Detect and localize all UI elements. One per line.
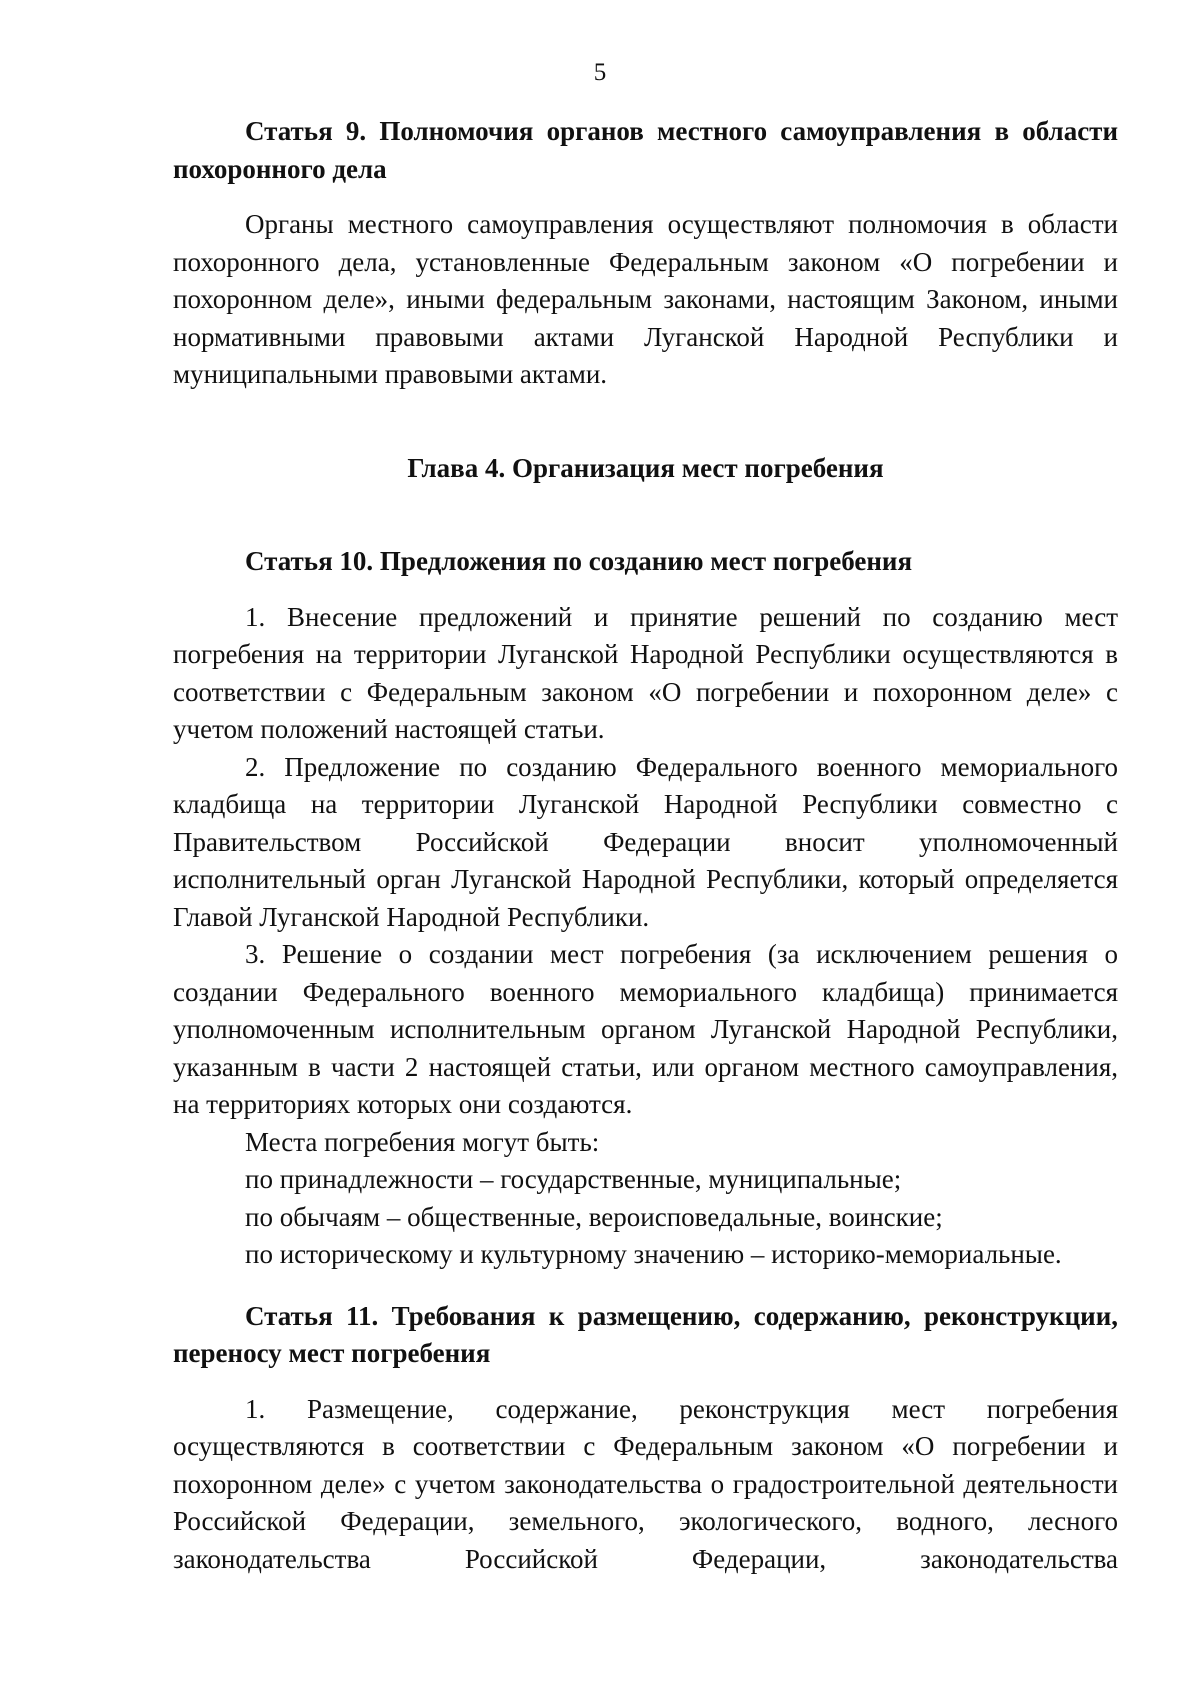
article-9-text: Органы местного самоуправления осуществляют полномочия в области похоронного дела, установленные Федеральным законом «О погребении и похоронном деле», иными федеральным законами, настоящим Законом, иными нормативными правовыми актами Луганской Народной Республики и муниципальными правовыми актами. — [173, 209, 1118, 389]
article-11-paragraph-1: 1. Размещение, содержание, реконструкция мест погребения осуществляются в соответствии с Федеральным законом «О погребении и похоронном деле» с учетом законодательства о градостроительной деятельности Российской Федерации, земельного, экологического, водного, лесного законодательства Российской Федерации, законодательства — [173, 1393, 1118, 1574]
article-9-heading: Статья 9. Полномочия органов местного самоуправления в области похоронного дела — [173, 116, 1118, 184]
page-number: 5 — [593, 59, 607, 86]
article-10-paragraph-1: 1. Внесение предложений и принятие решений по созданию мест погребения на территории Луганской Народной Республики осуществляются в соответствии с Федеральным законом «О погребении и похоронном деле» с учетом положений настоящей статьи. — [173, 601, 1118, 744]
burial-type-ownership: по принадлежности – государственные, муниципальные; — [245, 1164, 902, 1194]
chapter-4-heading: Глава 4. Организация мест погребения — [407, 452, 884, 483]
article-11-heading: Статья 11. Требования к размещению, содержанию, реконструкции, переносу мест погребения — [173, 1300, 1118, 1368]
article-10-paragraph-3: 3. Решение о создании мест погребения (за исключением решения о создании Федерального военного мемориального кладбища) принимается уполномоченным исполнительным органом Луганской Народной Республики, указанным в части 2 настоящей статьи, или органом местного самоуправления, на территориях которых они создаются. — [173, 939, 1118, 1119]
burial-type-historical: по историческому и культурному значению – историко-мемориальные. — [245, 1239, 1062, 1269]
burial-type-customs: по обычаям – общественные, вероисповедальные, воинские; — [245, 1201, 943, 1232]
article-10-heading: Статья 10. Предложения по созданию мест погребения — [245, 546, 913, 576]
document-body — [173, 113, 1118, 1578]
article-10-paragraph-2: 2. Предложение по созданию Федерального военного мемориального кладбища на территории Луганской Народной Республики совместно с Правительством Российской Федерации вносит уполномоченный исполнительный орган Луганской Народной Республики, который определяется Главой Луганской Народной Республики. — [173, 751, 1118, 932]
burial-types-intro: Места погребения могут быть: — [245, 1126, 600, 1157]
